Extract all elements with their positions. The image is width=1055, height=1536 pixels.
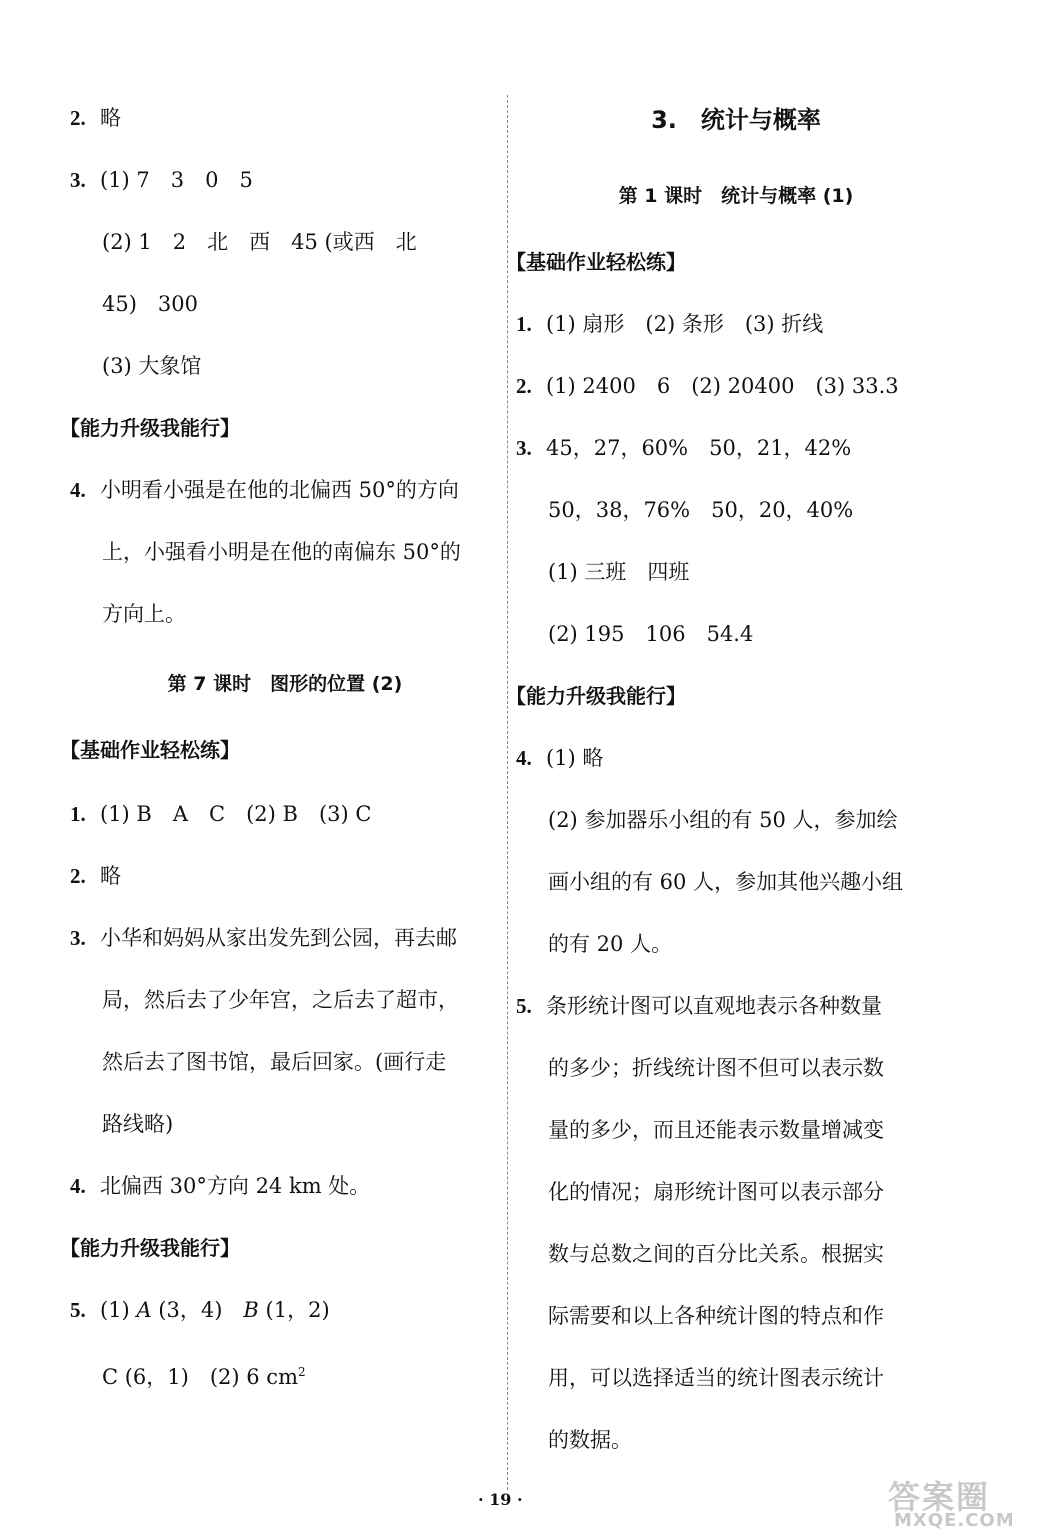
item-number: 2. xyxy=(516,374,532,398)
answer-line xyxy=(70,924,457,952)
answer-text: 小华和妈妈从家出发先到公园，再去邮 xyxy=(100,926,457,950)
answer-line: 化的情况；扇形统计图可以表示部分 xyxy=(548,1180,884,1204)
answer-text: (1) 2400 6 (2) 20400 (3) 33.3 xyxy=(546,374,899,398)
point-label: A xyxy=(136,1298,152,1322)
answer-line xyxy=(516,744,603,772)
exponent: 2 xyxy=(297,1365,306,1379)
watermark-url: MXQE.COM xyxy=(894,1510,1015,1531)
answer-text: (1) xyxy=(100,1298,130,1322)
answer-line: 数与总数之间的百分比关系。根据实 xyxy=(548,1242,884,1266)
item-number: 4. xyxy=(70,1174,86,1198)
answer-text: 条形统计图可以直观地表示各种数量 xyxy=(546,994,882,1018)
answer-text: (1) B A C (2) B (3) C xyxy=(100,802,372,826)
answer-line: (1) 三班 四班 xyxy=(548,560,690,584)
answer-line xyxy=(516,310,823,338)
answer-text: 45，27，60% 50，21，42% xyxy=(546,436,852,460)
item-number: 2. xyxy=(70,106,86,130)
point-label: B xyxy=(243,1298,259,1322)
answer-line xyxy=(70,862,121,890)
answer-line: 然后去了图书馆，最后回家。(画行走 xyxy=(102,1050,447,1074)
answer-text: (1) 略 xyxy=(546,746,604,770)
chapter-title: 3. 统计与概率 xyxy=(651,106,821,134)
item-number: 4. xyxy=(70,478,86,502)
answer-line xyxy=(70,166,253,194)
answer-line: 的数据。 xyxy=(548,1428,632,1452)
section-header: 【能力升级我能行】 xyxy=(60,1236,240,1260)
item-number: 2. xyxy=(70,864,86,888)
answer-line: (2) 195 106 54.4 xyxy=(548,622,754,646)
answer-line: 画小组的有 60 人，参加其他兴趣小组 xyxy=(548,870,904,894)
answer-line: 方向上。 xyxy=(102,602,186,626)
watermark xyxy=(880,1472,1045,1532)
answer-line: 际需要和以上各种统计图的特点和作 xyxy=(548,1304,884,1328)
lesson-subtitle: 第 1 课时 统计与概率 (1) xyxy=(618,185,854,207)
item-number: 3. xyxy=(70,926,86,950)
answer-line: 50，38，76% 50，20，40% xyxy=(548,498,854,522)
item-number: 3. xyxy=(70,168,86,192)
answer-line: 量的多少，而且还能表示数量增减变 xyxy=(548,1118,884,1142)
item-number: 3. xyxy=(516,436,532,460)
answer-text: (3，4) xyxy=(158,1298,223,1322)
watermark-logo-text: 答案圈 xyxy=(888,1478,991,1516)
lesson-subtitle: 第 7 课时 图形的位置 (2) xyxy=(167,673,403,695)
answer-text: 略 xyxy=(100,864,121,888)
answer-line xyxy=(516,434,851,462)
section-header: 【能力升级我能行】 xyxy=(60,416,240,440)
page-number: · 19 · xyxy=(478,1490,523,1509)
answer-text: 小明看小强是在他的北偏西 50°的方向 xyxy=(100,478,459,502)
answer-text: (1) 扇形 (2) 条形 (3) 折线 xyxy=(546,312,824,336)
answer-line: (2) 参加器乐小组的有 50 人，参加绘 xyxy=(548,808,898,832)
answer-line: (3) 大象馆 xyxy=(102,354,202,378)
answer-text: 略 xyxy=(100,106,121,130)
answer-text: 北偏西 30°方向 24 km 处。 xyxy=(100,1174,371,1198)
answer-line xyxy=(516,992,882,1020)
answer-text: (1) 7 3 0 5 xyxy=(100,168,253,192)
answer-text: (1，2) xyxy=(265,1298,330,1322)
answer-line: 的多少；折线统计图不但可以表示数 xyxy=(548,1056,884,1080)
answer-text: C (6，1) (2) 6 cm xyxy=(102,1365,298,1389)
answer-line: 局，然后去了少年宫，之后去了超市， xyxy=(102,988,459,1012)
answer-line xyxy=(70,1296,330,1324)
answer-line xyxy=(102,1358,306,1391)
answer-line: 45) 300 xyxy=(102,292,198,316)
answer-line: 上，小强看小明是在他的南偏东 50°的 xyxy=(102,540,461,564)
answer-line: 用，可以选择适当的统计图表示统计 xyxy=(548,1366,884,1390)
item-number: 1. xyxy=(70,802,86,826)
column-divider xyxy=(507,95,508,1490)
item-number: 5. xyxy=(516,994,532,1018)
answer-line: (2) 1 2 北 西 45 (或西 北 xyxy=(102,230,417,254)
answer-line xyxy=(70,476,459,504)
answer-line xyxy=(516,372,899,400)
item-number: 4. xyxy=(516,746,532,770)
answer-line: 路线略) xyxy=(102,1112,174,1136)
answer-line xyxy=(70,1172,370,1200)
item-number: 1. xyxy=(516,312,532,336)
answer-line xyxy=(70,104,121,132)
section-header: 【基础作业轻松练】 xyxy=(506,250,686,274)
answer-line: 的有 20 人。 xyxy=(548,932,673,956)
section-header: 【基础作业轻松练】 xyxy=(60,738,240,762)
answer-line xyxy=(70,800,371,828)
section-header: 【能力升级我能行】 xyxy=(506,684,686,708)
item-number: 5. xyxy=(70,1298,86,1322)
